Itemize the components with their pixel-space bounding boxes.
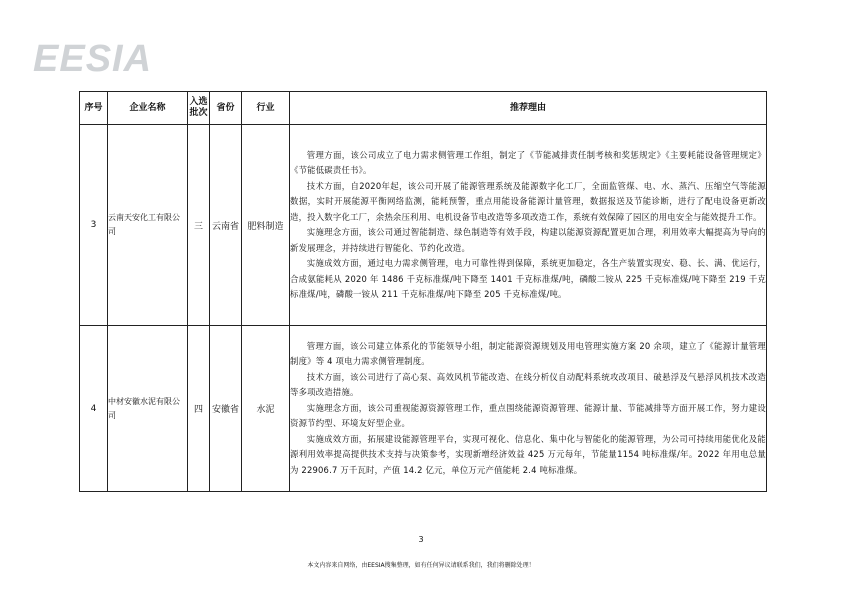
row-no: 4	[80, 326, 108, 492]
header-company: 企业名称	[108, 92, 188, 125]
row-batch: 四	[188, 326, 210, 492]
reason-paragraph: 实施成效方面，通过电力需求侧管理，电力可靠性得到保障，系统更加稳定，各生产装置实现安、稳、长、满、优运行，合成氨能耗从 2020 年 1486 千克标准煤/吨下降至 1401 千克标准煤/吨，磷酸二铵从 225 千克标准煤/吨下降至 219 千克标准煤/吨，磷酸一铵从 211 千克标准煤/吨下降至 205 千克标准煤/吨。	[290, 258, 766, 299]
footer-disclaimer: 本文内容来自网络，由EESIA搜集整理，如有任何异议请联系我们，我们将删除处理！	[307, 562, 535, 569]
header-industry: 行业	[242, 92, 290, 125]
header-no: 序号	[80, 92, 108, 125]
table-header-row	[80, 92, 767, 125]
row-province: 云南省	[210, 125, 242, 326]
row-company: 云南天安化工有限公司	[108, 125, 188, 326]
row-industry: 水泥	[242, 326, 290, 492]
row-province: 安徽省	[210, 326, 242, 492]
header-batch: 入选批次	[188, 92, 210, 125]
reason-paragraph: 管理方面，该公司建立体系化的节能领导小组，制定能源资源规划及用电管理实施方案 20 余项，建立了《能源计量管理制度》等 4 项电力需求侧管理制度。	[290, 340, 766, 367]
table-row	[80, 326, 767, 492]
reason-paragraph: 实施理念方面，该公司重视能源资源管理工作，重点围绕能源资源管理、能源计量、节能减排等方面开展工作，努力建设资源节约型、环境友好型企业。	[290, 402, 766, 429]
reason-paragraph: 技术方面，该公司进行了高心泵、高效风机节能改造、在线分析仪自动配料系统攻改项目、破悬浮及气悬浮风机技术改造等多项改造措施。	[290, 371, 766, 398]
row-no: 3	[80, 125, 108, 326]
recommendation-table	[79, 91, 767, 492]
row-reason	[290, 125, 767, 326]
row-company: 中材安徽水泥有限公司	[108, 326, 188, 492]
header-province: 省份	[210, 92, 242, 125]
eesia-logo: EESIA	[33, 38, 153, 80]
header-reason: 推荐理由	[290, 92, 767, 125]
reason-paragraph: 技术方面，自2020年起，该公司开展了能源管理系统及能源数字化工厂，全面监管煤、电、水、蒸汽、压缩空气等能源数据，实时开展能源平衡网络监测，能耗预警，重点用能设备能源计量管理，数据报送及节能诊断，进行了配电设备更新改造，投入数字化工厂，余热余压利用、电机设备节电改造等多项改造工作，系统有效保障了园区的用电安全与能效提升工作。	[290, 180, 766, 222]
reason-paragraph: 实施成效方面，拓展建设能源管理平台，实现可视化、信息化、集中化与智能化的能源管理，为公司可持续用能优化及能源利用效率提高提供技术支持与决策参考，实现新增经济效益 425 万元每年，节能量1154 吨标准煤/年。2022 年用电总量为 22906.7 万千瓦时，产值 14.2 亿元，单位万元产值能耗 2.4 吨标准煤。	[290, 433, 766, 475]
row-industry: 肥料制造	[242, 125, 290, 326]
reason-paragraph: 管理方面，该公司成立了电力需求侧管理工作组，制定了《节能减排责任制考核和奖惩规定》《主要耗能设备管理规定》《节能低碳责任书》。	[290, 149, 766, 175]
table-row	[80, 125, 767, 326]
page-number: 3	[418, 535, 424, 544]
row-reason	[290, 326, 767, 492]
reason-paragraph: 实施理念方面，该公司通过智能制造、绿色制造等有效手段，构建以能源资源配置更加合理，利用效率大幅提高为导向的新发展理念，并持续进行智能化、节约化改造。	[290, 227, 766, 253]
row-batch: 三	[188, 125, 210, 326]
